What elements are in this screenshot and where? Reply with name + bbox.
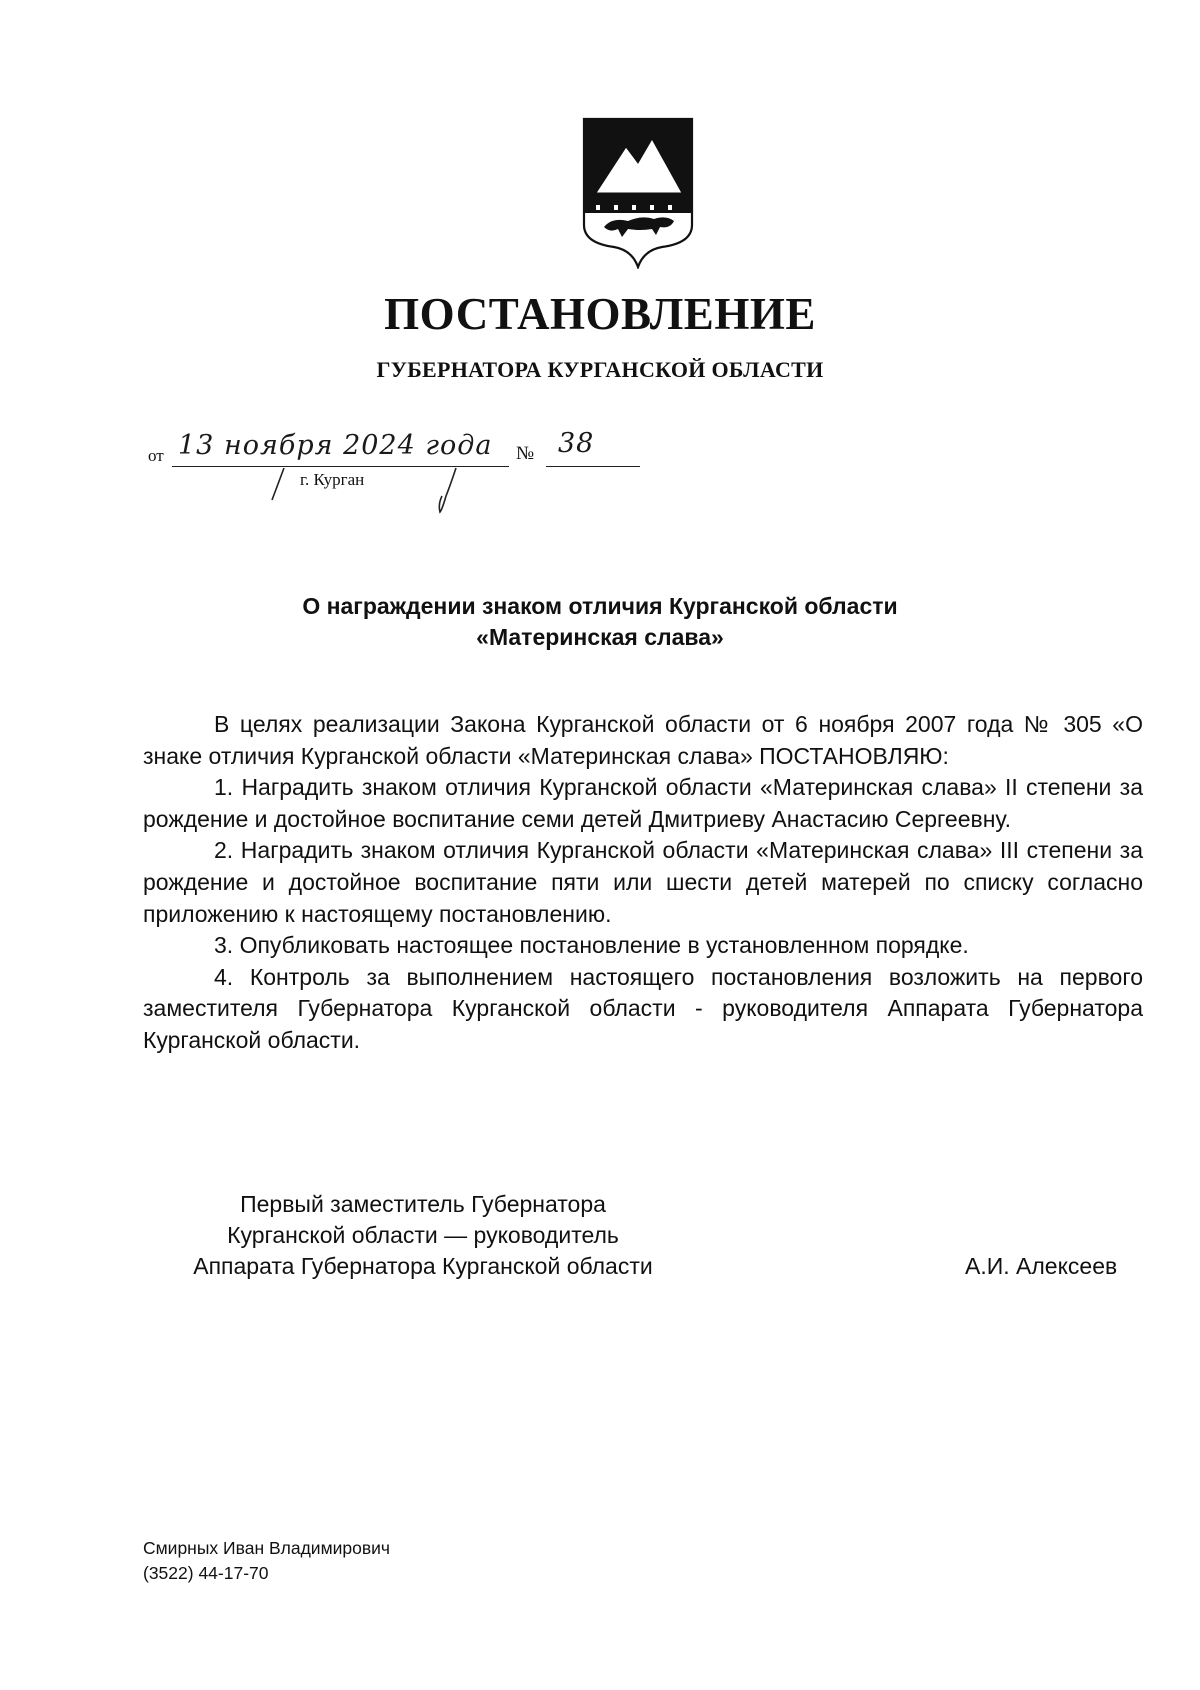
- executor-block: [143, 1536, 390, 1586]
- document-subject: [0, 591, 1200, 653]
- signatory-name: А.И. Алексеев: [965, 1253, 1118, 1279]
- clause-paragraph: 4. Контроль за выполнением настоящего постановления возложить на первого заместителя Губернатора Курганской области - руководителя Аппарата Губернатора Курганской области.: [143, 963, 1143, 1053]
- signatory-position: [143, 1189, 703, 1282]
- signatory-position-line: Курганской области — руководитель: [227, 1222, 619, 1248]
- pen-stroke-mark: [436, 466, 460, 514]
- signatory-position-line: Первый заместитель Губернатора: [240, 1191, 606, 1217]
- executor-name: Смирных Иван Владимирович: [143, 1538, 391, 1558]
- city-label: г. Курган: [300, 470, 365, 489]
- date-prefix: от: [148, 446, 164, 465]
- document-issuer: ГУБЕРНАТОРА КУРГАНСКОЙ ОБЛАСТИ: [376, 357, 824, 382]
- number-handwritten: 38: [558, 428, 595, 459]
- number-label: №: [516, 443, 535, 464]
- document-body: [143, 709, 1143, 1057]
- clause-paragraph: 2. Наградить знаком отличия Курганской области «Материнская слава» III степени за рождение и достойное воспитание пяти или шести детей матерей по списку согласно приложению к настоящему постановлению.: [143, 837, 1143, 927]
- subject-line: О награждении знаком отличия Курганской области: [302, 593, 898, 619]
- clause-paragraph: 1. Наградить знаком отличия Курганской области «Материнская слава» II степени за рождение и достойное воспитание семи детей Дмитриеву Анастасию Сергеевну.: [143, 774, 1143, 832]
- executor-phone: (3522) 44-17-70: [143, 1563, 269, 1583]
- preamble-paragraph: В целях реализации Закона Курганской области от 6 ноября 2007 года № 305 «О знаке отличия Курганской области «Материнская слава» ПОСТАНОВЛЯЮ:: [143, 711, 1143, 769]
- subject-line: «Материнская слава»: [476, 624, 724, 650]
- date-handwritten: 13 ноября 2024 года: [178, 430, 493, 461]
- signatory-position-line: Аппарата Губернатора Курганской области: [193, 1253, 653, 1279]
- clause-paragraph: 3. Опубликовать настоящее постановление в установленном порядке.: [214, 932, 969, 959]
- coat-of-arms-emblem: [582, 117, 694, 269]
- pen-stroke-mark: [268, 466, 288, 502]
- document-title: ПОСТАНОВЛЕНИЕ: [384, 289, 816, 339]
- number-underline: [546, 466, 640, 467]
